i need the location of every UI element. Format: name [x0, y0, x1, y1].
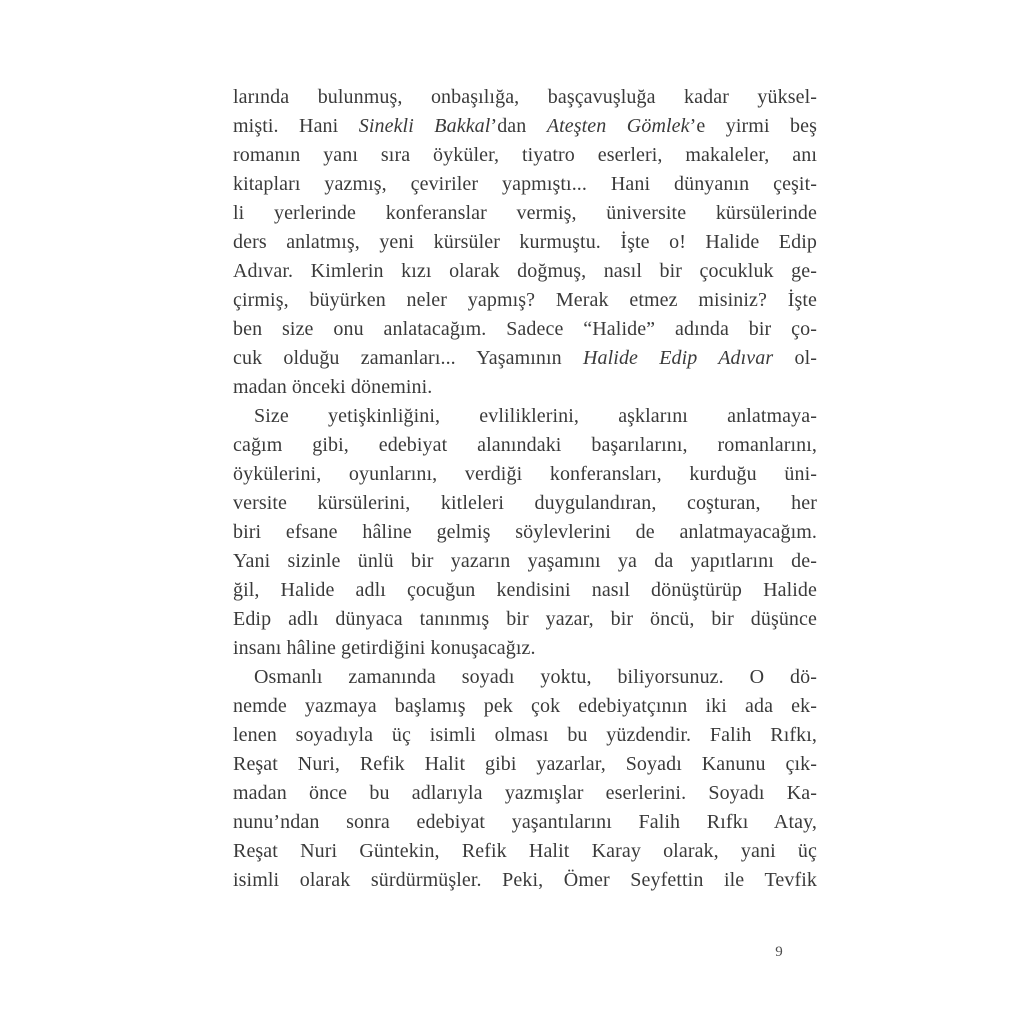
text-line: versite kürsülerini, kitleleri duygulandıran, coşturan, her [233, 492, 817, 514]
paragraph [233, 663, 817, 895]
text-line: cuk olduğu zamanları... Yaşamının Halide Edip Adıvar ol- [233, 347, 817, 369]
text-line: romanın yanı sıra öyküler, tiyatro eserleri, makaleler, anı [233, 144, 817, 166]
text-line: Reşat Nuri, Refik Halit gibi yazarlar, Soyadı Kanunu çık- [233, 753, 817, 775]
text-line: kitapları yazmış, çeviriler yapmıştı... Hani dünyanın çeşit- [233, 173, 817, 195]
text-line: Adıvar. Kimlerin kızı olarak doğmuş, nasıl bir çocukluk ge- [233, 260, 817, 282]
paragraph [233, 83, 817, 402]
text-line: çirmiş, büyürken neler yapmış? Merak etmez misiniz? İşte [233, 289, 817, 311]
text-line: madan önce bu adlarıyla yazmışlar eserlerini. Soyadı Ka- [233, 782, 817, 804]
text-line: cağım gibi, edebiyat alanındaki başarılarını, romanlarını, [233, 434, 817, 456]
text-line: öykülerini, oyunlarını, verdiği konferansları, kurduğu üni- [233, 463, 817, 485]
body-text [233, 83, 817, 895]
text-line: isimli olarak sürdürmüşler. Peki, Ömer Seyfettin ile Tevfik [233, 869, 817, 891]
italic-book-title: Halide Edip Adıvar [582, 347, 774, 369]
text-line: Yani sizinle ünlü bir yazarın yaşamını ya da yapıtlarını de- [233, 550, 817, 572]
text-line: li yerlerinde konferanslar vermiş, üniversite kürsülerinde [233, 202, 817, 224]
page-number: 9 [775, 944, 783, 960]
text-line: insanı hâline getirdiğini konuşacağız. [233, 637, 536, 659]
text-line: mişti. Hani Sinekli Bakkal’dan Ateşten Gömlek’e yirmi beş [233, 115, 817, 137]
italic-book-title: Sinekli Bakkal [358, 115, 491, 137]
text-line: Reşat Nuri Güntekin, Refik Halit Karay olarak, yani üç [233, 840, 817, 862]
text-line: Size yetişkinliğini, evliliklerini, aşklarını anlatmaya- [254, 405, 817, 427]
text-line: Edip adlı dünyaca tanınmış bir yazar, bir öncü, bir düşünce [233, 608, 817, 630]
text-line: ğil, Halide adlı çocuğun kendisini nasıl dönüştürüp Halide [233, 579, 817, 601]
text-line: biri efsane hâline gelmiş söylevlerini de anlatmayacağım. [233, 521, 817, 543]
text-line: Osmanlı zamanında soyadı yoktu, biliyorsunuz. O dö- [254, 666, 817, 688]
text-line: nemde yazmaya başlamış pek çok edebiyatçının iki ada ek- [233, 695, 817, 717]
italic-book-title: Ateşten Gömlek [546, 115, 690, 137]
text-line: lenen soyadıyla üç isimli olması bu yüzdendir. Falih Rıfkı, [233, 724, 817, 746]
text-line: ders anlatmış, yeni kürsüler kurmuştu. İşte o! Halide Edip [233, 231, 817, 253]
text-line: madan önceki dönemini. [233, 376, 433, 398]
text-line: ben size onu anlatacağım. Sadece “Halide” adında bir ço- [233, 318, 817, 340]
paragraph [233, 402, 817, 663]
text-line: larında bulunmuş, onbaşılığa, başçavuşluğa kadar yüksel- [233, 86, 817, 108]
text-line: nunu’ndan sonra edebiyat yaşantılarını Falih Rıfkı Atay, [233, 811, 817, 833]
